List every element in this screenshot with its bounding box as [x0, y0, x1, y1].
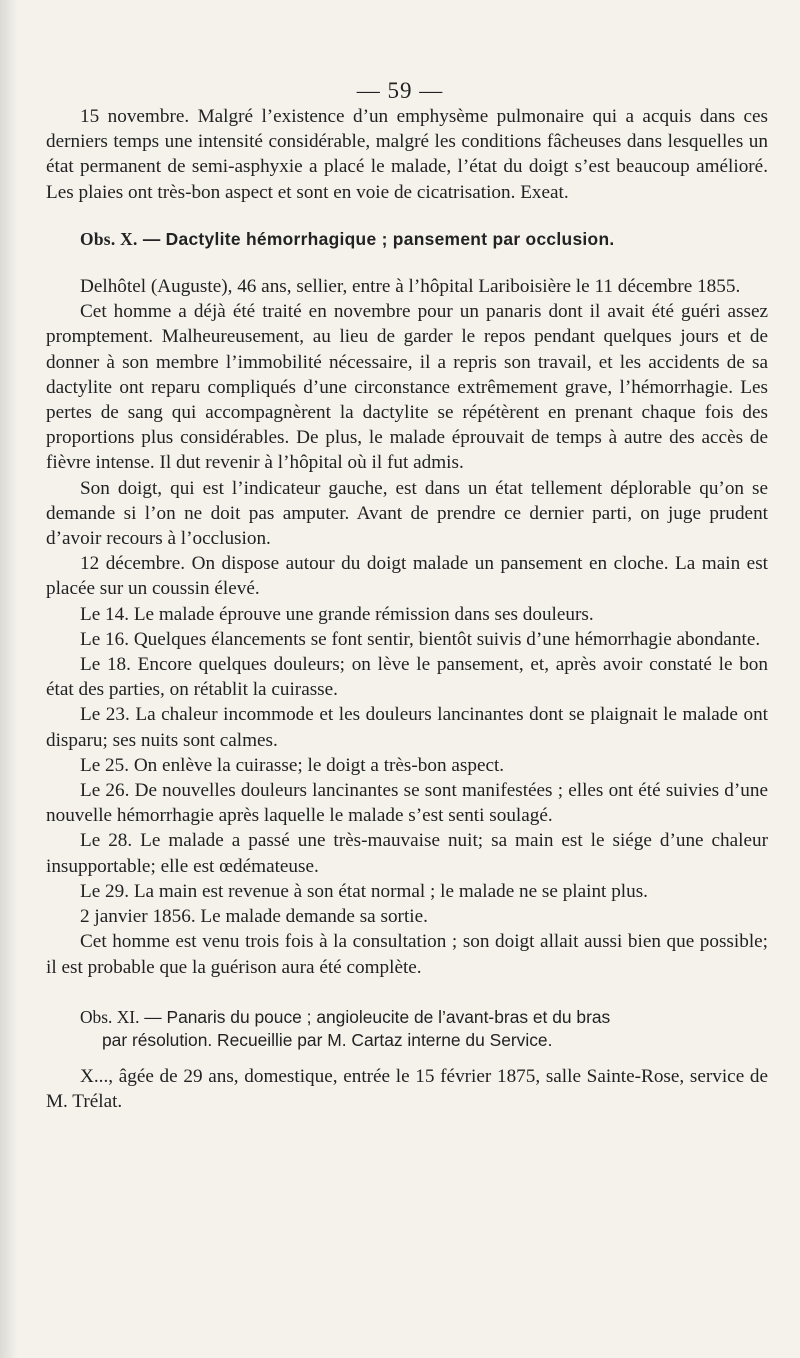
- obs-x-paragraph-7: Le 18. Encore quelques douleurs; on lève le pansement, et, après avoir constaté le bon état des parties, on rétablit la cuirasse.: [46, 654, 768, 701]
- obs-xi-paragraph-1: X..., âgée de 29 ans, domestique, entrée le 15 février 1875, salle Sainte-Rose, service de M. Trélat.: [46, 1065, 768, 1112]
- obs-x-paragraph-8: Le 23. La chaleur incommode et les douleurs lancinantes dont se plaignait le malade ont disparu; ses nuits sont calmes.: [46, 704, 768, 751]
- obs-x-paragraph-2: Cet homme a déjà été traité en novembre pour un panaris dont il avait été guéri assez promptement. Malheureusement, au lieu de garder le repos pendant quelques jours et de donner à son membre l’immobilité nécessaire, il a repris son travail, et les accidents de sa dactylite ont reparu compliqués d’une circonstance extrêmement grave, l’hémorrhagie. Les pertes de sang qui accompagnèrent la dactylite se répétèrent en prenant chaque fois des proportions plus considérables. De plus, le malade éprouvait de temps à autre des accès de fièvre intense. Il dut revenir à l’hôpital où il fut admis.: [46, 301, 768, 474]
- obs-x-paragraph-6: Le 16. Quelques élancements se font sentir, bientôt suivis d’une hémorrhagie abondante.: [80, 628, 761, 650]
- page-body: [46, 104, 768, 1114]
- obs-x-paragraph-1: Delhôtel (Auguste), 46 ans, sellier, entre à l’hôpital Lariboisière le 11 décembre 1855.: [80, 276, 741, 298]
- obs-x-paragraph-10: Le 26. De nouvelles douleurs lancinantes se sont manifestées ; elles ont été suivies d’une nouvelle hémorrhagie après laquelle le malade s’est senti soulagé.: [46, 780, 768, 827]
- obs-x-paragraph-5: Le 14. Le malade éprouve une grande rémission dans ses douleurs.: [80, 603, 594, 625]
- obs-x-paragraph-4: 12 décembre. On dispose autour du doigt malade un pansement en cloche. La main est placée sur un coussin élevé.: [46, 553, 768, 600]
- page-gutter-shadow: [0, 0, 18, 1358]
- intro-paragraph: 15 novembre. Malgré l’existence d’un emphysème pulmonaire qui a acquis dans ces derniers temps une intensité considérable, malgré les conditions fâcheuses dans lesquelles un état permanent de semi-asphyxie a placé le malade, l’état du doigt s’est beaucoup amélioré. Les plaies ont très-bon aspect et sont en voie de cicatrisation. Exeat.: [46, 106, 768, 203]
- page-number: — 59 —: [356, 78, 444, 103]
- obs-x-paragraph-14: Cet homme est venu trois fois à la consultation ; son doigt allait aussi bien que possible; il est probable que la guérison aura été complète.: [46, 931, 768, 978]
- obs-x-heading: [46, 227, 768, 252]
- obs-x-paragraph-12: Le 29. La main est revenue à son état normal ; le malade ne se plaint plus.: [80, 880, 648, 902]
- obs-x-paragraph-13: 2 janvier 1856. Le malade demande sa sortie.: [80, 906, 428, 928]
- obs-xi-heading-line-1: [46, 1006, 768, 1029]
- obs-x-label: Obs. X.: [80, 228, 138, 249]
- obs-x-title: — Dactylite hémorrhagique ; pansement par occlusion.: [142, 228, 615, 249]
- obs-xi-title-line-1: — Panaris du pouce ; angioleucite de l’avant-bras et du bras: [144, 1006, 611, 1027]
- obs-xi-heading: [46, 1006, 768, 1052]
- obs-x-paragraph-11: Le 28. Le malade a passé une très-mauvaise nuit; sa main est le siége d’une chaleur insupportable; elle est œdémateuse.: [46, 830, 768, 877]
- obs-x-paragraph-3: Son doigt, qui est l’indicateur gauche, est dans un état tellement déplorable qu’on se demande si l’on ne doit pas amputer. Avant de prendre ce dernier parti, on juge prudent d’avoir recours à l’occlusion.: [46, 477, 768, 550]
- obs-xi-title-line-2: par résolution. Recueillie par M. Cartaz interne du Service.: [102, 1029, 553, 1050]
- obs-x-paragraph-9: Le 25. On enlève la cuirasse; le doigt a très-bon aspect.: [80, 754, 505, 776]
- obs-xi-label: Obs. XI.: [80, 1006, 140, 1027]
